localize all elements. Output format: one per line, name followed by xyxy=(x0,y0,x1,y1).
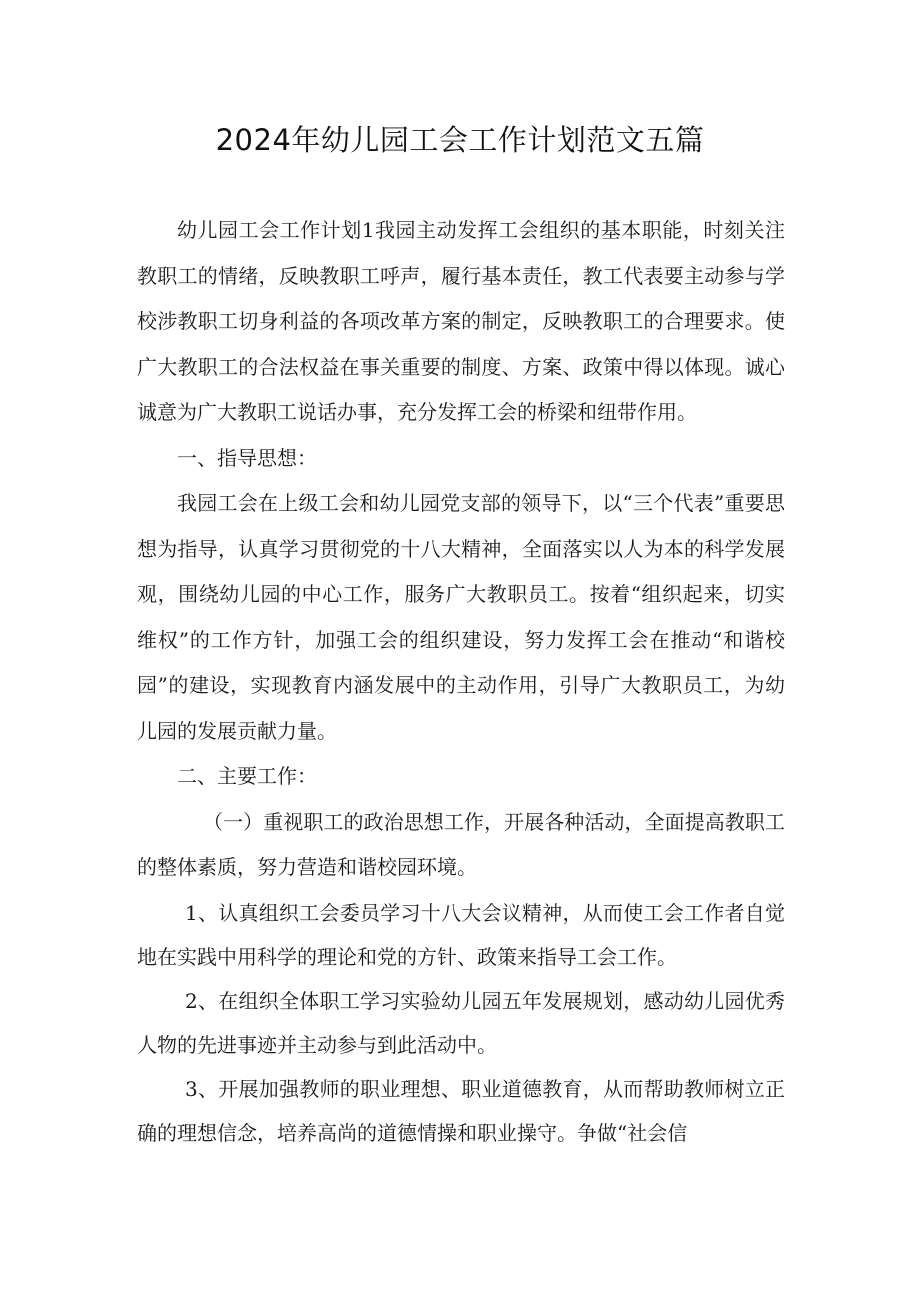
paragraph-intro: 幼儿园工会工作计划1我园主动发挥工会组织的基本职能，时刻关注教职工的情绪，反映教职工呼声，履行基本责任，教工代表要主动参与学校涉教职工切身利益的各项改革方案的制定，反映教职工的合理要求。使广大教职工的合法权益在事关重要的制度、方案、政策中得以体现。诚心诚意为广大教职工说话办事，充分发挥工会的桥梁和纽带作用。 xyxy=(137,218,785,424)
document-title: 2024年幼儿园工会工作计划范文五篇 xyxy=(215,123,705,157)
paragraph-guiding-thought: 我园工会在上级工会和幼儿园党支部的领导下，以“三个代表”重要思想为指导，认真学习贯彻党的十八大精神，全面落实以人为本的科学发展观，围绕幼儿园的中心工作，服务广大教职员工。按着“组织起来，切实维权”的工作方针，加强工会的组织建设，努力发挥工会在推动“和谐校园”的建设，实现教育内涵发展中的主动作用，引导广大教职员工，为幼儿园的发展贡献力量。 xyxy=(137,491,785,743)
document-body xyxy=(137,208,785,1155)
list-item-2: 2、在组织全体职工学习实验幼儿园五年发展规划，感动幼儿园优秀人物的先进事迹并主动参与到此活动中。 xyxy=(137,988,785,1057)
heading-guiding-thought: 一、指导思想： xyxy=(177,445,317,470)
list-item-3: 3、开展加强教师的职业理想、职业道德教育，从而帮助教师树立正确的理想信念，培养高尚的道德情操和职业操守。争做“社会信 xyxy=(137,1076,785,1145)
list-item-1: 1、认真组织工会委员学习十八大会议精神，从而使工会工作者自觉地在实践中用科学的理论和党的方针、政策来指导工会工作。 xyxy=(137,900,785,969)
heading-main-work: 二、主要工作： xyxy=(177,764,317,788)
subsection-political-work: （一）重视职工的政治思想工作，开展各种活动，全面提高教职工的整体素质，努力营造和谐校园环境。 xyxy=(137,809,785,879)
